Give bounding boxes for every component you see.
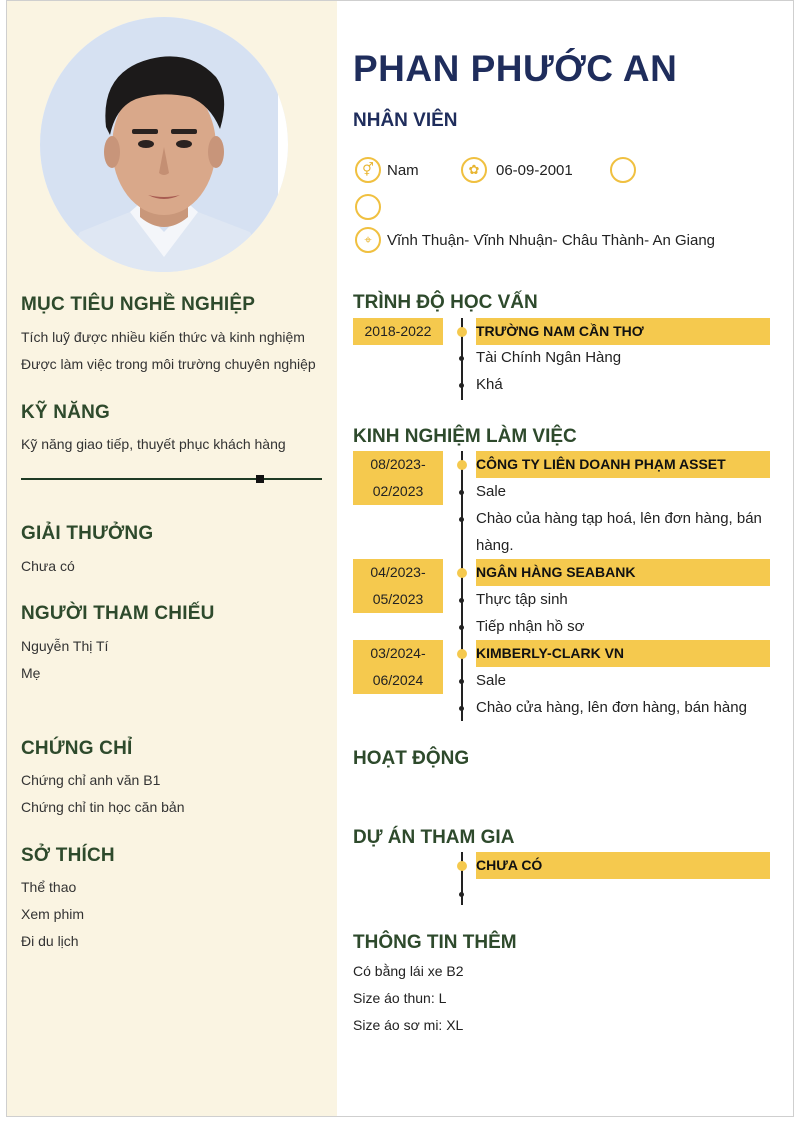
timeline-dot <box>459 892 464 897</box>
skills-heading: KỸ NĂNG <box>21 402 111 423</box>
timeline-dot <box>459 356 464 361</box>
experience-position: Sale <box>476 672 507 689</box>
phone-icon <box>610 157 636 183</box>
experience-company: CÔNG TY LIÊN DOANH PHẠM ASSET <box>476 451 770 478</box>
timeline-dot <box>459 625 464 630</box>
education-major: Tài Chính Ngân Hàng <box>476 349 622 366</box>
additional-item: Size áo sơ mi: XL <box>353 1017 464 1033</box>
objective-line: Được làm việc trong môi trường chuyên nghiệp <box>21 356 316 372</box>
reference-name: Nguyễn Thị Tí <box>21 638 109 654</box>
skill-level-track <box>21 478 322 480</box>
map-icon: ⌖ <box>355 227 381 253</box>
experience-date <box>353 559 443 613</box>
hobby-item: Thể thao <box>21 879 77 895</box>
objective-line: Tích luỹ được nhiều kiến thức và kinh nghiệm <box>21 329 305 345</box>
additional-heading: THÔNG TIN THÊM <box>353 932 517 953</box>
experience-date <box>353 640 443 694</box>
candidate-name: PHAN PHƯỚC AN <box>353 48 678 89</box>
awards-heading: GIẢI THƯỞNG <box>21 523 154 544</box>
experience-description: Chào của hàng tạp hoá, lên đơn hàng, bán <box>476 510 762 527</box>
timeline-dot <box>457 568 467 578</box>
education-heading: TRÌNH ĐỘ HỌC VẤN <box>353 292 538 313</box>
date-start: 04/2023- <box>370 564 426 580</box>
skill-level-marker <box>256 475 264 483</box>
projects-timeline <box>461 852 463 905</box>
address-value: Vĩnh Thuận- Vĩnh Nhuận- Châu Thành- An Giang <box>387 232 716 249</box>
email-icon <box>355 194 381 220</box>
education-date: 2018-2022 <box>353 318 443 345</box>
timeline-dot <box>459 679 464 684</box>
cake-icon: ✿ <box>461 157 487 183</box>
timeline-dot <box>457 460 467 470</box>
additional-item: Có bằng lái xe B2 <box>353 963 464 979</box>
certificates-heading: CHỨNG CHỈ <box>21 738 133 759</box>
education-grade: Khá <box>476 376 503 393</box>
additional-item: Size áo thun: L <box>353 990 447 1006</box>
birthday-value: 06-09-2001 <box>496 162 573 179</box>
objective-heading: MỤC TIÊU NGHỀ NGHIỆP <box>21 294 256 315</box>
experience-description: Chào cửa hàng, lên đơn hàng, bán hàng <box>476 699 747 716</box>
projects-heading: DỰ ÁN THAM GIA <box>353 827 515 848</box>
timeline-dot <box>459 598 464 603</box>
date-end: 05/2023 <box>372 591 424 607</box>
hobby-item: Đi du lịch <box>21 933 79 949</box>
timeline-dot <box>457 649 467 659</box>
gender-value: Nam <box>387 162 419 179</box>
hobby-item: Xem phim <box>21 906 85 922</box>
timeline-dot <box>459 383 464 388</box>
date-start: 08/2023- <box>370 456 426 472</box>
date-end: 06/2024 <box>372 672 424 688</box>
reference-relation: Mẹ <box>21 665 41 681</box>
certificate-item: Chứng chỉ anh văn B1 <box>21 772 161 788</box>
experience-company: KIMBERLY-CLARK VN <box>476 640 770 667</box>
activities-heading: HOẠT ĐỘNG <box>353 748 470 769</box>
timeline-dot <box>457 327 467 337</box>
experience-description: Tiếp nhận hồ sơ <box>476 618 585 635</box>
certificate-item: Chứng chỉ tin học căn bản <box>21 799 185 815</box>
timeline-dot <box>459 490 464 495</box>
job-title: NHÂN VIÊN <box>353 110 458 131</box>
date-end: 02/2023 <box>372 483 424 499</box>
timeline-dot <box>459 517 464 522</box>
award-item: Chưa có <box>21 558 75 574</box>
date-start: 03/2024- <box>370 645 426 661</box>
hobbies-heading: SỞ THÍCH <box>21 845 115 866</box>
education-school: TRƯỜNG NAM CẦN THƠ <box>476 318 770 345</box>
experience-position: Thực tập sinh <box>476 591 568 608</box>
experience-description: hàng. <box>476 537 514 554</box>
profile-photo <box>40 17 288 272</box>
skill-item: Kỹ năng giao tiếp, thuyết phục khách hàng <box>21 436 286 452</box>
timeline-dot <box>459 706 464 711</box>
references-heading: NGƯỜI THAM CHIẾU <box>21 603 215 624</box>
experience-position: Sale <box>476 483 507 500</box>
gender-icon: ⚥ <box>355 157 381 183</box>
experience-date <box>353 451 443 505</box>
timeline-dot <box>457 861 467 871</box>
project-name: CHƯA CÓ <box>476 852 770 879</box>
experience-heading: KINH NGHIỆM LÀM VIỆC <box>353 426 577 447</box>
experience-company: NGÂN HÀNG SEABANK <box>476 559 770 586</box>
